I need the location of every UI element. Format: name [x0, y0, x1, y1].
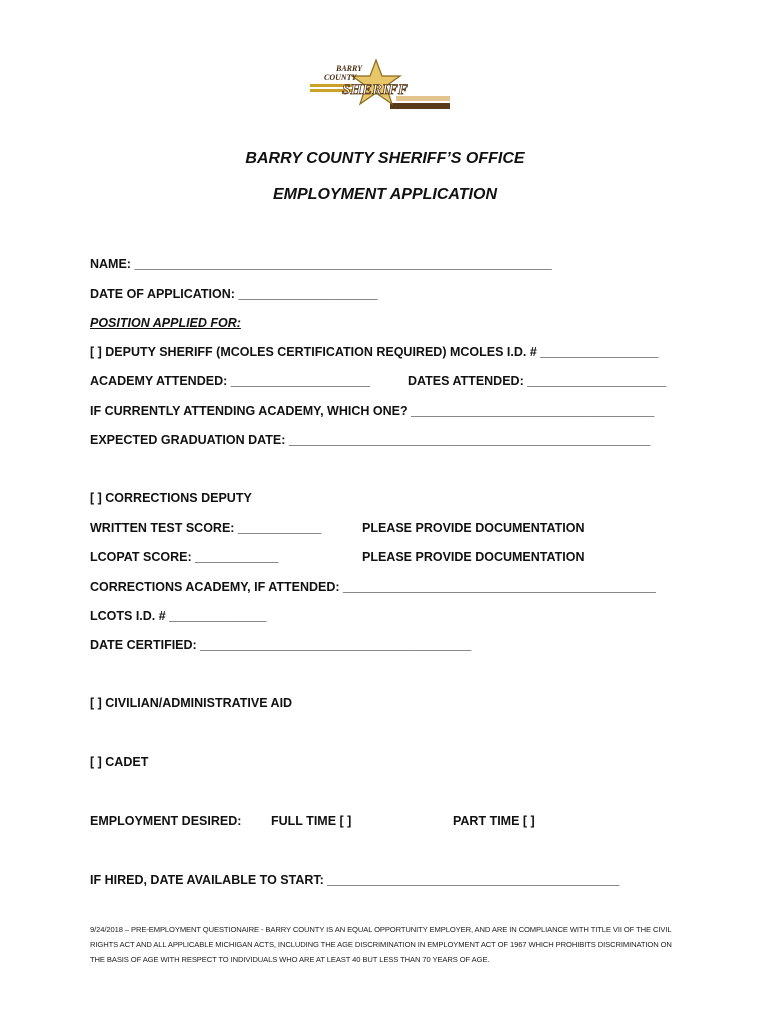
- sheriff-logo: [306, 56, 452, 120]
- expected-graduation-field[interactable]: EXPECTED GRADUATION DATE: ____________________________________________________: [90, 433, 651, 447]
- documentation-note: PLEASE PROVIDE DOCUMENTATION: [362, 550, 585, 564]
- date-available-field[interactable]: IF HIRED, DATE AVAILABLE TO START: __________________________________________: [90, 873, 620, 887]
- corrections-deputy-checkbox[interactable]: [ ] CORRECTIONS DEPUTY: [90, 491, 252, 505]
- academy-attended-field[interactable]: ACADEMY ATTENDED: ____________________: [90, 374, 370, 388]
- employment-desired-label: EMPLOYMENT DESIRED:: [90, 814, 242, 828]
- logo-main-text: SHERIFF: [342, 82, 408, 98]
- footer-disclaimer: 9/24/2018 – PRE-EMPLOYMENT QUESTIONAIRE - BARRY COUNTY IS AN EQUAL OPPORTUNITY EMPLOYER, AND ARE IN COMPLIANCE WITH TITLE VII OF THE CIVIL RIGHTS ACT AND ALL APPLICABLE MICHIGAN ACTS, INCLUDING THE AGE DISCRIMINATION IN EMPLOYMENT ACT OF 1967 WHICH PROHIBITS DISCRIMINATION ON THE BASIS OF AGE WITH RESPECT TO INDIVIDUALS WHO ARE AT LEAST 40 BUT LESS THAN 70 YEARS OF AGE.: [90, 925, 672, 964]
- part-time-checkbox[interactable]: PART TIME [ ]: [453, 814, 535, 828]
- documentation-note: PLEASE PROVIDE DOCUMENTATION: [362, 521, 585, 535]
- dates-attended-field[interactable]: DATES ATTENDED: ____________________: [408, 374, 667, 388]
- logo-mid-text: COUNTY: [324, 73, 357, 82]
- deputy-sheriff-checkbox[interactable]: [ ] DEPUTY SHERIFF (MCOLES CERTIFICATION REQUIRED) MCOLES I.D. # _________________: [90, 345, 659, 359]
- date-certified-field[interactable]: DATE CERTIFIED: _______________________________________: [90, 638, 472, 652]
- date-of-application-field[interactable]: DATE OF APPLICATION: ____________________: [90, 287, 378, 301]
- written-test-score-field[interactable]: WRITTEN TEST SCORE: ____________: [90, 521, 322, 535]
- logo-stripe: [390, 103, 450, 109]
- page-title: BARRY COUNTY SHERIFF’S OFFICE: [245, 150, 525, 167]
- logo-top-text: BARRY: [336, 64, 363, 73]
- cadet-checkbox[interactable]: [ ] CADET: [90, 755, 149, 769]
- civilian-aid-checkbox[interactable]: [ ] CIVILIAN/ADMINISTRATIVE AID: [90, 696, 293, 710]
- page-subtitle: EMPLOYMENT APPLICATION: [273, 186, 497, 203]
- name-field[interactable]: NAME: ____________________________________________________________: [90, 257, 552, 271]
- lcopat-score-field[interactable]: LCOPAT SCORE: ____________: [90, 550, 279, 564]
- lcots-id-field[interactable]: LCOTS I.D. # ______________: [90, 609, 267, 623]
- currently-attending-field[interactable]: IF CURRENTLY ATTENDING ACADEMY, WHICH ONE? ___________________________________: [90, 404, 655, 418]
- corrections-academy-field[interactable]: CORRECTIONS ACADEMY, IF ATTENDED: _____________________________________________: [90, 580, 656, 594]
- position-applied-heading: POSITION APPLIED FOR:: [90, 316, 241, 330]
- full-time-checkbox[interactable]: FULL TIME [ ]: [271, 814, 352, 828]
